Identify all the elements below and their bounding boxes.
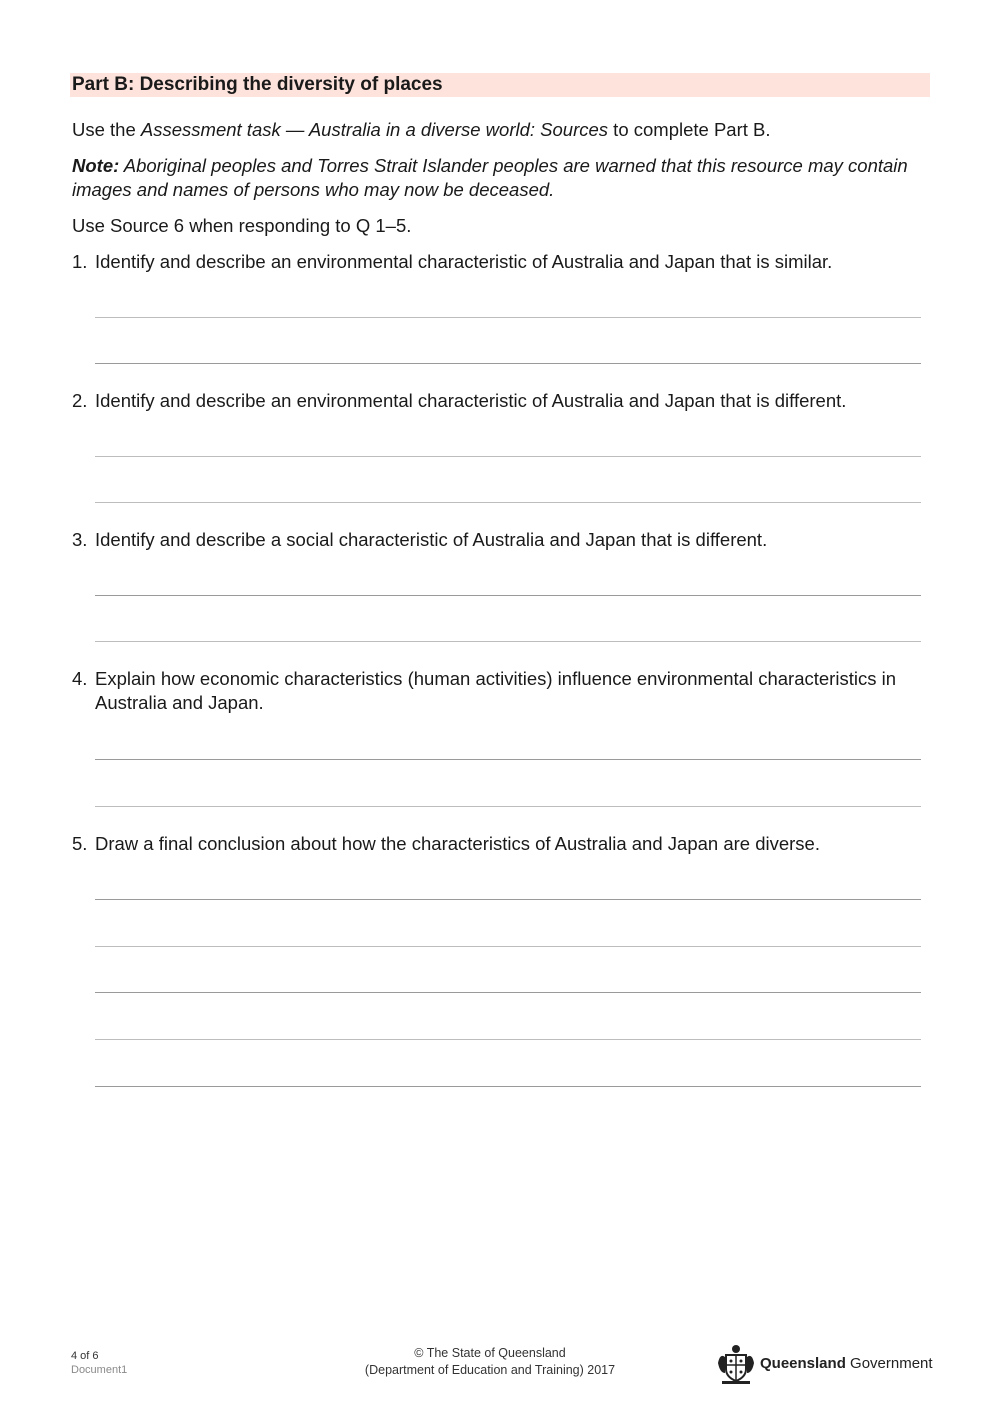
answer-line[interactable] xyxy=(95,806,921,807)
answer-line[interactable] xyxy=(95,759,921,760)
answer-line[interactable] xyxy=(95,899,921,900)
page-number: 4 of 6 xyxy=(71,1350,99,1362)
question-number: 5. xyxy=(72,833,88,854)
question-number: 4. xyxy=(72,668,88,689)
question-number: 3. xyxy=(72,529,88,550)
question-text: Draw a final conclusion about how the characteristics of Australia and Japan are diverse. xyxy=(95,833,820,854)
question-number: 1. xyxy=(72,251,88,272)
copyright-line-2: (Department of Education and Training) 2017 xyxy=(364,1363,616,1377)
source-instruction: Use Source 6 when responding to Q 1–5. xyxy=(72,215,412,236)
answer-line[interactable] xyxy=(95,992,921,993)
answer-line[interactable] xyxy=(95,1086,921,1087)
copyright-line-1: © The State of Queensland xyxy=(414,1346,566,1360)
queensland-government-logo xyxy=(716,1343,931,1387)
queensland-crest-icon xyxy=(716,1343,756,1385)
footer-copyright xyxy=(340,1345,640,1379)
intro-suffix: to complete Part B. xyxy=(608,119,771,140)
note-label: Note: xyxy=(72,155,120,176)
answer-line[interactable] xyxy=(95,595,921,596)
answer-line[interactable] xyxy=(95,641,921,642)
document-name: Document1 xyxy=(71,1364,128,1376)
question-text: Identify and describe a social characteristic of Australia and Japan that is different. xyxy=(95,529,768,550)
note-text: Aboriginal peoples and Torres Strait Islander peoples are warned that this resource may contain images and names of persons who may now be deceased. xyxy=(72,155,908,200)
answer-line[interactable] xyxy=(95,1039,921,1040)
government-wordmark xyxy=(760,1354,933,1374)
question-number: 2. xyxy=(72,390,88,411)
note-paragraph xyxy=(72,154,932,202)
wordmark-queensland: Queensland xyxy=(760,1355,846,1372)
intro-paragraph xyxy=(72,118,932,142)
sources-title: Assessment task — Australia in a diverse world: Sources xyxy=(140,119,609,140)
answer-line[interactable] xyxy=(95,317,921,318)
question-text: Identify and describe an environmental characteristic of Australia and Japan that is similar. xyxy=(95,251,833,272)
question-text: Explain how economic characteristics (human activities) influence environmental characteristics in Australia and Japan. xyxy=(95,668,896,713)
section-heading: Part B: Describing the diversity of places xyxy=(70,73,930,97)
answer-line[interactable] xyxy=(95,946,921,947)
answer-line[interactable] xyxy=(95,456,921,457)
answer-line[interactable] xyxy=(95,502,921,503)
intro-prefix: Use the xyxy=(72,119,141,140)
footer-page-info xyxy=(71,1349,127,1377)
question-text: Identify and describe an environmental characteristic of Australia and Japan that is different. xyxy=(95,390,847,411)
answer-line[interactable] xyxy=(95,363,921,364)
wordmark-government: Government xyxy=(845,1355,933,1372)
